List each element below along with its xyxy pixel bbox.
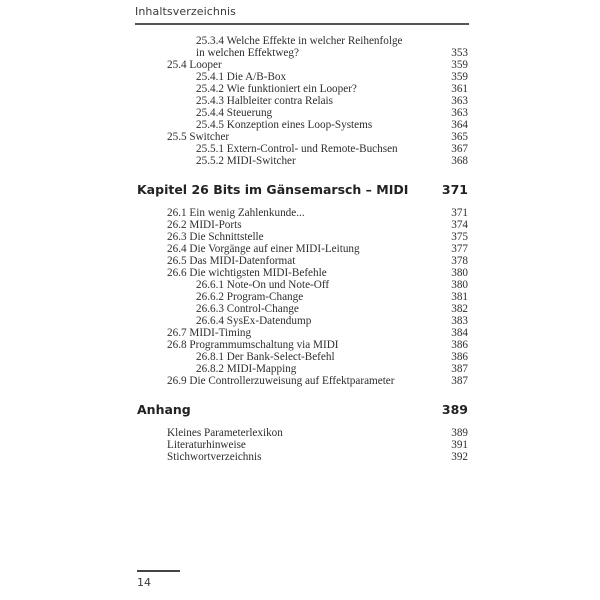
toc-entry-title: 26.5 Das MIDI-Datenformat — [167, 255, 296, 267]
toc-entry[interactable] — [0, 439, 600, 451]
toc-entry-title: in welchen Effektweg? — [196, 47, 299, 59]
toc-entry-title: 25.3.4 Welche Effekte in welcher Reihenfolge — [196, 35, 403, 47]
toc-entry[interactable] — [0, 315, 600, 327]
toc-entry[interactable] — [0, 303, 600, 315]
appendix-page: 389 — [441, 402, 468, 417]
toc-entry-title: 25.5.1 Extern-Control- und Remote-Buchsen — [196, 143, 398, 155]
appendix-heading[interactable] — [0, 401, 600, 419]
toc-entry-page: 382 — [451, 303, 468, 315]
toc-entry[interactable] — [0, 95, 600, 107]
toc-entry-title: Stichwortverzeichnis — [167, 451, 262, 463]
toc-entry-title: 26.6.2 Program-Change — [196, 291, 304, 303]
toc-entry-title: 26.4 Die Vorgänge auf einer MIDI-Leitung — [167, 243, 360, 255]
toc-entry-page: 386 — [451, 351, 468, 363]
toc-entry-title: 26.8 Programmumschaltung via MIDI — [167, 339, 339, 351]
toc-entry[interactable] — [0, 71, 600, 83]
toc-entry-title: Literaturhinweise — [167, 439, 246, 451]
toc-entry[interactable] — [0, 143, 600, 155]
toc-entry-page: 375 — [451, 231, 468, 243]
toc-entry-page: 365 — [451, 131, 468, 143]
appendix-title: Anhang — [137, 402, 191, 417]
toc-entry[interactable] — [0, 59, 600, 71]
toc-entry-title: 26.8.2 MIDI-Mapping — [196, 363, 297, 375]
toc-entry-page: 363 — [451, 95, 468, 107]
toc-entry[interactable] — [0, 255, 600, 267]
toc-entry-page: 359 — [451, 59, 468, 71]
toc-entry-title: 26.2 MIDI-Ports — [167, 219, 242, 231]
toc-entry[interactable] — [0, 219, 600, 231]
toc-entry-page: 384 — [451, 327, 468, 339]
chapter-page: 371 — [441, 182, 468, 197]
toc-entry-title: 25.4.2 Wie funktioniert ein Looper? — [196, 83, 357, 95]
toc-entry-title: 26.6.3 Control-Change — [196, 303, 299, 315]
running-head: Inhaltsverzeichnis — [135, 5, 237, 18]
toc-entry-page: 387 — [451, 363, 468, 375]
toc-entry-page: 368 — [451, 155, 468, 167]
chapter-title: Kapitel 26 Bits im Gänsemarsch – MIDI — [137, 182, 409, 197]
toc-entry-page: 363 — [451, 107, 468, 119]
toc-entry-title: 25.5.2 MIDI-Switcher — [196, 155, 296, 167]
toc-entry-title: 26.9 Die Controllerzuweisung auf Effektparameter — [167, 375, 395, 387]
toc-entry-page: 381 — [451, 291, 468, 303]
toc-entry-page: 383 — [451, 315, 468, 327]
toc-entry-title: 26.6.4 SysEx-Datendump — [196, 315, 312, 327]
toc-entry-title: 25.4.3 Halbleiter contra Relais — [196, 95, 334, 107]
toc-entry[interactable] — [0, 451, 600, 463]
toc-entry-title: 26.3 Die Schnittstelle — [167, 231, 264, 243]
toc-entry-page: 380 — [451, 279, 468, 291]
toc-entry-title: Kleines Parameterlexikon — [167, 427, 283, 439]
toc-entry-page: 386 — [451, 339, 468, 351]
toc-entry[interactable] — [0, 279, 600, 291]
toc-entry[interactable] — [0, 107, 600, 119]
header-rule — [135, 23, 469, 25]
toc-entry-page: 371 — [451, 207, 468, 219]
toc-entry-title: 25.4.1 Die A/B-Box — [196, 71, 287, 83]
toc-entry-page: 364 — [451, 119, 468, 131]
toc-entry-page: 380 — [451, 267, 468, 279]
toc-entry[interactable] — [0, 267, 600, 279]
toc-entry-title: 25.4.5 Konzeption eines Loop-Systems — [196, 119, 373, 131]
toc-entry-title: 25.4.4 Steuerung — [196, 107, 273, 119]
chapter-heading[interactable] — [0, 181, 600, 199]
toc-entry-title: 26.7 MIDI-Timing — [167, 327, 252, 339]
toc-entry[interactable] — [0, 375, 600, 387]
toc-entry-page: 374 — [451, 219, 468, 231]
toc-entry[interactable] — [0, 243, 600, 255]
toc-entry[interactable] — [0, 363, 600, 375]
toc-entry[interactable] — [0, 231, 600, 243]
toc-entry-page: 389 — [451, 427, 468, 439]
toc-entry-page: 391 — [451, 439, 468, 451]
toc-entry-page: 359 — [451, 71, 468, 83]
toc-entry[interactable] — [0, 327, 600, 339]
toc-entry-title: 26.8.1 Der Bank-Select-Befehl — [196, 351, 335, 363]
toc-entry[interactable] — [0, 83, 600, 95]
toc-entry[interactable] — [0, 119, 600, 131]
toc-entry-page: 377 — [451, 243, 468, 255]
toc-entry[interactable] — [0, 291, 600, 303]
toc-entry-page: 361 — [451, 83, 468, 95]
toc-entry[interactable] — [0, 339, 600, 351]
toc-entry[interactable] — [0, 351, 600, 363]
toc-entry-page: 378 — [451, 255, 468, 267]
toc-entry[interactable] — [0, 207, 600, 219]
toc-entry-title: 25.5 Switcher — [167, 131, 230, 143]
toc-entry-page: 353 — [451, 47, 468, 59]
toc-entry[interactable] — [0, 427, 600, 439]
footer-rule — [137, 570, 180, 572]
toc-entry-title: 26.6.1 Note-On und Note-Off — [196, 279, 330, 291]
toc-entry[interactable] — [0, 131, 600, 143]
toc-entry-page: 367 — [451, 143, 468, 155]
toc-entry[interactable] — [0, 47, 600, 59]
toc-entry-page: 387 — [451, 375, 468, 387]
toc-entry-page: 392 — [451, 451, 468, 463]
page-number: 14 — [137, 576, 151, 589]
toc-entry[interactable] — [0, 35, 600, 47]
toc-entry-title: 25.4 Looper — [167, 59, 222, 71]
toc-entry-title: 26.6 Die wichtigsten MIDI-Befehle — [167, 267, 327, 279]
toc-entry-title: 26.1 Ein wenig Zahlenkunde... — [167, 207, 305, 219]
toc-entry[interactable] — [0, 155, 600, 167]
